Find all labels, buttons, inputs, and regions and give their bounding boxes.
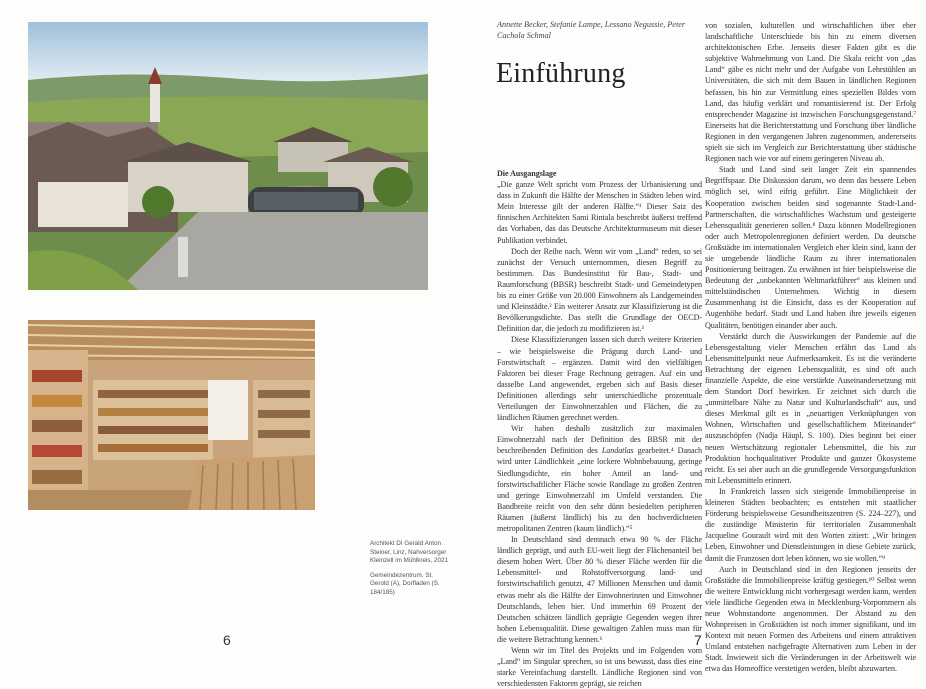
- text-column-2: [705, 20, 916, 675]
- caption-shop: Architekt DI Gerald Anton Steiner, Linz, Nahversorger Kleinzell im Mühlkreis, 2021: [370, 540, 449, 565]
- page-number-right: 7: [694, 632, 702, 648]
- caption-community-center: Gemeindezentrum, St. Gerold (A), Dorfladen (S. 184/185): [370, 571, 440, 596]
- text-column-1: [497, 168, 702, 689]
- paragraph: Diese Klassifizierungen lassen sich durch weitere Kriterien – wie beispielsweise die Prägung durch Land- und Forstwirtschaft – ergänzen. Damit wird den vielfältigen Faktoren bei dieser Frage Rechnung getragen. Auf ein und dasselbe Land angewendet, ergeben sich auf Basis dieser Definitionen allerdings sehr unterschiedliche prozentuale Verteilungen der Einwohnerzahlen und Flächen, die zu ländlichen Räumen gerechnet werden.: [497, 335, 702, 423]
- shop-interior-photo: [28, 320, 315, 510]
- paragraph: [497, 423, 702, 534]
- paragraph: In Frankreich lassen sich steigende Immobilienpreise in kleineren Städten beobachten; es entstehen mit staatlicher Förderung beispielsweise Gesundheitszentren (S. 224–227), und die zuständige Ministerin für territorialen Zusammenhalt Jacqueline Gourault wird mit den Worten zitiert: „Wir bringen Leben, Einwohner und Dienstleistungen in diese Gebiete zurück, damit die Franzosen dort leben können, wo sie wollen.“⁹: [705, 486, 916, 563]
- paragraph: Auch in Deutschland sind in den Regionen jenseits der Großstädte die Immobilienpreise kräftig gestiegen.¹⁰ Selbst wenn die weitere Entwicklung nicht vorhergesagt werden kann, werden viele ländliche Gegenden etwa in Mecklenburg-Vorpommern als neue Wohnstandorte angenommen. Der Abstand zu den Wohnpreisen in Großstädten ist noch immer signifikant, und im Kontext mit neuen Formen des Arbeitens und einem attraktiven Umland entstehen nachgefragte Alternativen zum Leben in der Stadt. Inwieweit sich die Veränderungen in der Arbeitswelt wie etwa das Homeoffice verstetigen werden, bleibt abzuwarten.: [705, 564, 916, 674]
- paragraph: Stadt und Land sind seit langer Zeit ein spannendes Begriffspaar. Die Diskussion darum, wo denn das bessere Leben möglich sei, wird eifrig geführt. Eine Möglichkeit der Kooperation zwischen beiden sind sogenannte Stadt-Land-Partnerschaften, die wirtschaftliches Wachstum und gesteigerte Lebensqualität generieren sollen.⁸ Dazu können Modellregionen oder auch Metropolenregionen definiert werden. Da deutsche Großstädte im internationalen Vergleich eher klein sind, kann der sie umgebende ländliche Raum zu ihrer internationalen Positionierung beitragen. Zu erwähnen ist hier beispielsweise die Bedeutung der „unbekannten Weltmarktführer“ aus kleinen und mittelständischen Unternehmen. Wichtig in diesem Zusammenhang ist die Einsicht, dass es der Kooperation auf Augenhöhe bedarf. Stadt und Land haben ihre jeweils eigenen Qualitäten, benötigen einander aber auch.: [705, 165, 916, 330]
- paragraph: „Die ganze Welt spricht vom Prozess der Urbanisierung und dass in Zukunft die Hälfte der Menschen in Städten leben wird. Mein Interesse gilt der anderen Hälfte.“¹ Dieser Satz des finnischen Architekten Sami Rintala beschreibt äußerst treffend das Vorhaben, das das Deutsche Architekturmuseum mit dieser Publikation verbindet.: [497, 180, 702, 245]
- paragraph: Wenn wir im Titel des Projekts und im Folgenden vom „Land“ im Singular sprechen, so ist uns bewusst, dass dies eine starke Vereinfachung darstellt. Ländliche Regionen sind von verschiedensten Faktoren geprägt, sie reichen: [497, 646, 702, 689]
- chapter-title: Einführung: [496, 58, 626, 89]
- section-heading: Die Ausgangslage: [497, 169, 557, 178]
- paragraph: Doch der Reihe nach. Wenn wir vom „Land“ reden, so sei zunächst der Versuch unternommen, diesen Begriff zu bestimmen. Das Bundesinstitut für Bau-, Stadt- und Raumforschung (BBSR) beschreibt Stadt- und Gemeindetypen bis zu einer Größe von 20.000 Einwohnern als Landgemeinden und Kleinstädte.² Ein weiterer Ansatz zur Klassifizierung ist die Bevölkerungsdichte. Das stellt die Grundlage der OECD-Definition dar, die jedoch zu modifizieren ist.³: [497, 246, 702, 334]
- village-photo: [28, 22, 428, 290]
- paragraph-text: Wir haben deshalb zusätzlich zur maximalen Einwohnerzahl nach der Definition des BBSR mit der beschreibenden Definition des: [497, 424, 702, 456]
- publication-title: Landatlas: [601, 446, 634, 456]
- photo-caption: [370, 540, 450, 604]
- authors: Annette Becker, Stefanie Lampe, Lessano Negussie, Peter Cachola Schmal: [497, 20, 686, 40]
- paragraph: von sozialen, kulturellen und wirtschaftlichen über eher landschaftliche Unterschiede bis hin zu einem diversen architektonischen Erbe. Jenseits dieser Fakten gibt es die subjektive Wahrnehmung von Land. Die Skala reicht von „das Land“ gäbe es nicht mehr und der Aufgabe von Lehrstühlen an Universitäten, die sich mit dem Bauen in ländlichen Regionen befassen, bis hin zur Vermittlung eines speziellen Bildes vom Land, das häufig verklärt und romantisierend ist. Der Erfolg entsprechender Magazine ist inzwischen Forschungsgegenstand.⁷ Einerseits hat die Berichterstattung und Forschung über ländliche Regionen in den vergangenen Jahren zugenommen, andererseits spielt sie sich im Vergleich zur Berichterstattung über städtische Regionen nach wie vor auf einem geringeren Niveau ab.: [705, 21, 916, 164]
- paragraph: In Deutschland sind demnach etwa 90 % der Fläche ländlich geprägt, und auch EU-weit liegt der Flächenanteil bei diesem hohen Wert. Über 80 % dieser Fläche werden für die Lebensmittel- und Rohstoffversorgung land- und forstwirtschaftlich genutzt, 47 Millionen Menschen und damit etwas mehr als die Hälfte der Einwohnerinnen und Einwohner Deutschlands, leben hier. Und immerhin 69 Prozent der Deutschen schätzen ländlich geprägte Gegenden wegen ihrer hohen Lebensqualität. Diese gewaltigen Zahlen muss man für die weitere Betrachtung kennen.⁶: [497, 535, 702, 644]
- paragraph: Verstärkt durch die Auswirkungen der Pandemie auf die Lebensgestaltung vieler Menschen erfährt das Land als Lebensmittelpunkt neue Aufmerksamkeit. Es ist die veränderte Betrachtung der eigenen Lebensqualität, es sind oft auch finanzielle Aspekte, die eine verstärkte Auseinandersetzung mit dem Standort Dorf bewirken. Er zeichnet sich durch die „unmittelbare Nähe zu Natur und Kulturlandschaft“ aus, und dieses Merkmal gilt es in „neuartigen Verknüpfungen von Wohnen, Wirtschaften und gesellschaftlichem Miteinander“ auszuschöpfen (Nadja Häupl, S. 100). Dies beginnt bei einer neuen Wertschätzung regionaler Lebensmittel, die bis zur Produktion hochqualitativer Produkte und ganzer Ökosysteme reicht. Es sei aber auch an die grundlegende Versorgungsfunktion mit Lebensmitteln erinnert.: [705, 331, 916, 485]
- paragraph-text: gearbeitet.⁴ Danach wird unter Ländlichkeit „eine lockere Wohnbebauung, geringe Siedlungsdichte, ein hoher Anteil an land- und forstwirtschaftlicher Fläche sowie Randlage zu großen Zentren und geringe Einwohnerzahl im Umfeld verstanden. Die Bandbreite reicht von den sehr dünn besiedelten peripheren Räumen (äußerst ländlich) bis zu den hochverdichteten metropolitanen Zentren (kaum ländlich).“⁵: [497, 446, 703, 533]
- page-number-left: 6: [223, 632, 231, 648]
